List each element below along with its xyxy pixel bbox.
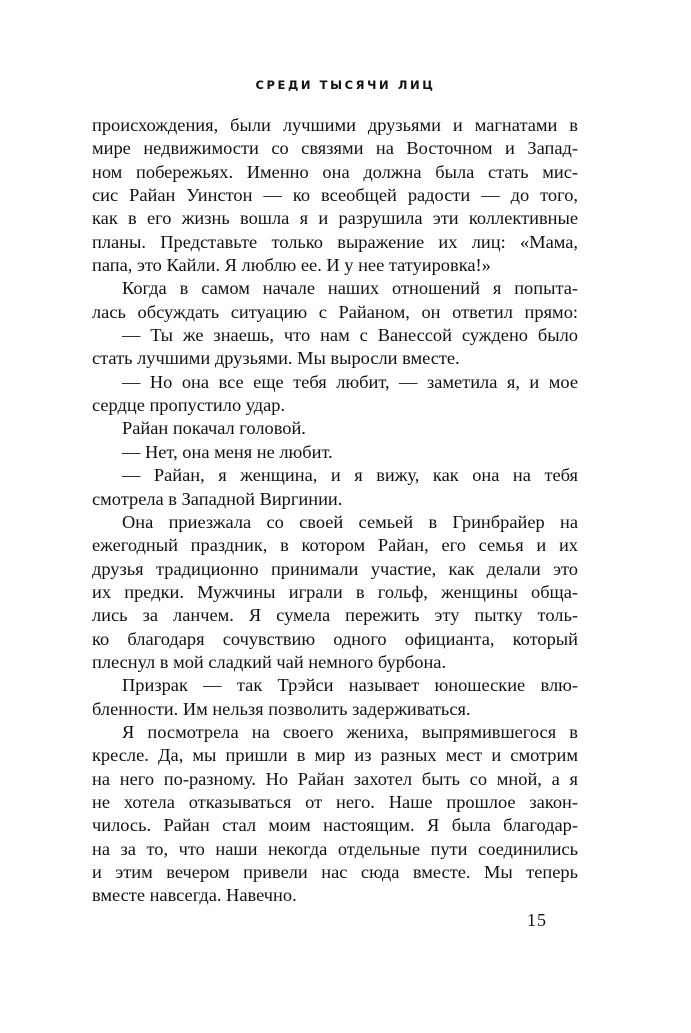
text-line: — Ты же знаешь, что нам с Ванессой суждено было: [122, 325, 578, 346]
text-line: не хотела отказываться от него. Наше прошлое закон-: [92, 791, 578, 812]
text-line: стать лучшими друзьями. Мы выросли вместе.: [92, 348, 460, 369]
text-line: на за то, что наши некогда отдельные пути соединились: [92, 838, 578, 859]
text-line: — Но она все еще тебя любит, — заметила я, и мое: [122, 371, 578, 392]
text-line: Призрак — так Трэйси называет юношеские влю-: [122, 675, 578, 696]
text-line: — Нет, она меня не любит.: [122, 441, 333, 462]
text-line: Я посмотрела на своего жениха, выпрямившегося в: [122, 721, 578, 742]
text-line: сис Райан Уинстон — ко всеобщей радости — до того,: [92, 185, 578, 206]
text-line: ном побережьях. Именно она должна была стать мис-: [92, 161, 578, 182]
text-line: чилось. Райан стал моим настоящим. Я была благодар-: [92, 815, 578, 836]
text-line: на него по-разному. Но Райан захотел быть со мной, а я: [92, 768, 578, 789]
text-line: ежегодный праздник, в котором Райан, его семья и их: [92, 535, 578, 556]
text-line: их предки. Мужчины играли в гольф, женщины обща-: [92, 581, 578, 602]
text-line: планы. Представьте только выражение их лиц: «Мама,: [92, 231, 578, 252]
text-line: папа, это Кайли. Я люблю ее. И у нее татуировка!»: [92, 255, 491, 276]
body-text: [92, 114, 578, 908]
text-line: — Райан, я женщина, и я вижу, как она на тебя: [122, 465, 578, 486]
text-line: смотрела в Западной Виргинии.: [92, 488, 343, 509]
text-line: Она приезжала со своей семьей в Гринбрайер на: [122, 511, 578, 532]
text-line: друзья традиционно принимали участие, как делали это: [92, 558, 578, 579]
text-line: сердце пропустило удар.: [92, 395, 286, 416]
text-line: и этим вечером привели нас сюда вместе. Мы теперь: [92, 862, 578, 882]
text-line: лась обсуждать ситуацию с Райаном, он ответил прямо:: [92, 301, 578, 322]
text-line: как в его жизнь вошла я и разрушила эти коллективные: [92, 208, 578, 229]
text-line: бленности. Им нельзя позволить задерживаться.: [92, 698, 471, 719]
text-line: ко благодаря сочувствию одного официанта, который: [92, 628, 578, 649]
text-line: лись за ланчем. Я сумела пережить эту пытку толь-: [92, 605, 578, 626]
text-line: Когда в самом начале наших отношений я попыта-: [122, 278, 578, 299]
text-line: вместе навсегда. Навечно.: [92, 885, 297, 906]
text-line: мире недвижимости со связями на Восточном и Запад-: [92, 138, 578, 159]
page-number: 15: [527, 910, 547, 930]
running-head: СРЕДИ ТЫСЯЧИ ЛИЦ: [255, 78, 436, 92]
text-line: Райан покачал головой.: [122, 418, 306, 439]
text-line: происхождения, были лучшими друзьями и магнатами в: [92, 115, 578, 135]
text-line: кресле. Да, мы пришли в мир из разных мест и смотрим: [92, 745, 578, 766]
text-line: плеснул в мой сладкий чай немного бурбона.: [92, 651, 447, 672]
